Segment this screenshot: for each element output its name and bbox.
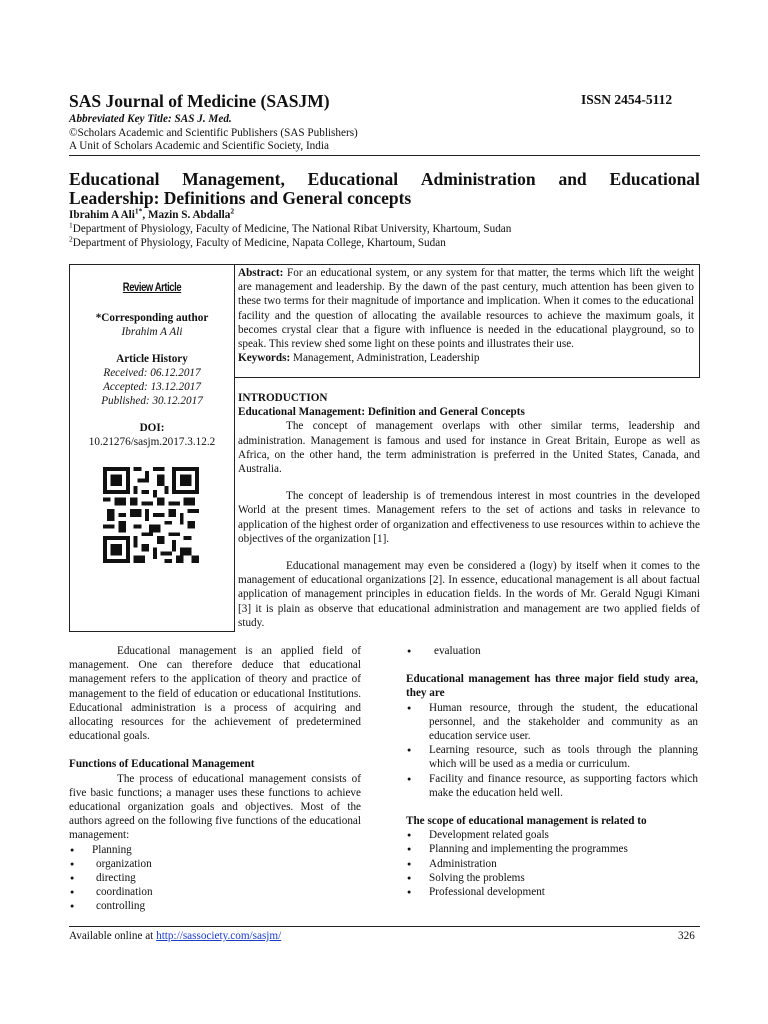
doi-label: DOI:	[139, 422, 165, 434]
qr-code-icon	[103, 467, 199, 563]
body-paragraph: Educational management is an applied field of management. One can therefore deduce that educational management refers to the application of theory and practice of management to the field of education or educational Institutions. Educational administration is a process of acquiring and allocating resources for the achievement of predetermined educational goals.	[69, 645, 361, 743]
list-item: ● organization	[69, 857, 361, 871]
title-word: Administration	[420, 169, 536, 189]
functions-heading: Functions of Educational Management	[69, 758, 255, 771]
aff-text: Department of Physiology, Faculty of Medicine, The National Ribat University, Khartoum, Sudan	[72, 223, 512, 235]
intro-paragraph: The concept of leadership is of tremendous interest in most countries in the developed World at the present times. Management refers to the set of actions and tasks in relevance to application of the highest order of organization and effectiveness to use resources within to achieve the objectives of the organization [1].	[238, 490, 700, 545]
list-item: ● Administration	[406, 857, 698, 871]
history-label: Article History	[116, 353, 188, 365]
list-item: ● Professional development	[406, 885, 698, 899]
aff-sup: 2	[69, 234, 73, 244]
footer	[69, 929, 281, 944]
list-item: ● Facility and finance resource, as supporting factors which make the education held well.	[406, 772, 698, 800]
list-item: ● Planning	[69, 843, 361, 857]
title-word: Educational	[609, 169, 700, 189]
corr-name: Ibrahim A Ali	[121, 326, 183, 338]
affiliation-1	[69, 222, 511, 237]
journal-abbrev: Abbreviated Key Title: SAS J. Med.	[69, 113, 232, 125]
list-item: ● coordination	[69, 885, 361, 899]
list-item: ● controlling	[69, 899, 361, 913]
list-item: ● Solving the problems	[406, 871, 698, 885]
left-column	[69, 644, 361, 914]
footer-prefix: Available online at	[69, 930, 157, 942]
doi-value: 10.21276/sasjm.2017.3.12.2	[88, 436, 216, 448]
abstract-box	[234, 264, 700, 378]
list-item: ● Development related goals	[406, 828, 698, 842]
areas-heading: Educational management has three major field study area, they are	[406, 673, 698, 700]
abstract-paragraph	[238, 266, 694, 351]
intro-section	[238, 391, 700, 630]
abstract-label: Abstract:	[238, 267, 284, 279]
functions-list	[69, 843, 361, 914]
journal-title: SAS Journal of Medicine (SASJM)	[69, 91, 330, 111]
author-sup: 1*	[134, 206, 143, 216]
title-word: and	[558, 169, 587, 189]
list-item: ● Human resource, through the student, the educational personnel, and the stakeholder and community as an education service user.	[406, 701, 698, 744]
journal-unit: A Unit of Scholars Academic and Scientific Society, India	[69, 140, 329, 152]
article-type-label: Review Article	[122, 282, 182, 294]
paper-title-line2: Leadership: Definitions and General concepts	[69, 188, 412, 208]
article-type	[69, 281, 235, 296]
list-item: ● Learning resource, such as tools through the planning which will be used as a media or curriculum.	[406, 743, 698, 771]
journal-link[interactable]: http://sassociety.com/sasjm/	[156, 930, 282, 942]
author-name: Ibrahim A Ali	[69, 209, 135, 221]
right-column	[406, 644, 698, 899]
accepted-date: Accepted: 13.12.2017	[103, 381, 201, 393]
scope-list	[406, 828, 698, 899]
title-word: Educational	[69, 169, 160, 189]
corresponding-author	[69, 311, 235, 339]
list-item: ● Planning and implementing the programmes	[406, 842, 698, 856]
received-date: Received: 06.12.2017	[103, 367, 201, 379]
header-rule	[69, 155, 700, 156]
title-word: Educational	[307, 169, 399, 189]
intro-paragraph: Educational management may even be considered a (logy) by itself when it comes to the management of educational organizations [2]. In essence, educational management is all about factual application of management principles in education fields. In the words of Mr. Gerald Ngugi Kimani [3] it is plain as observe that educational administration and management are two applied fields of study.	[238, 560, 700, 629]
affiliation-2	[69, 236, 446, 251]
authors	[69, 208, 234, 223]
corr-label: *Corresponding author	[95, 312, 209, 324]
scope-heading: The scope of educational management is related to	[406, 815, 647, 828]
list-item: ● directing	[69, 871, 361, 885]
published-date: Published: 30.12.2017	[101, 395, 203, 407]
aff-text: Department of Physiology, Faculty of Medicine, Napata College, Khartoum, Sudan	[72, 237, 446, 249]
footer-rule	[69, 926, 700, 927]
author-sup: 2	[230, 206, 235, 216]
author-name: Mazin S. Abdalla	[148, 209, 231, 221]
intro-paragraph: The concept of management overlaps with other similar terms, leadership and administration. Management is famous and used for instance in Great Britain, Europe as well as Africa, on the other hand, the term administration is preferred in the United States, Canada, and Australia.	[238, 420, 700, 476]
journal-publisher: ©Scholars Academic and Scientific Publishers (SAS Publishers)	[69, 127, 358, 139]
aff-sup: 1	[69, 220, 73, 230]
list-item: ● evaluation	[406, 644, 698, 658]
journal-issn: ISSN 2454-5112	[581, 92, 673, 107]
keywords-line	[238, 351, 694, 365]
keywords-text: Management, Administration, Leadership	[293, 352, 480, 365]
intro-subheading: Educational Management: Definition and General Concepts	[238, 406, 525, 419]
doi-block	[69, 421, 235, 449]
body-paragraph: The process of educational management consists of five basic functions; a manager uses these functions to achieve educational organization goals and objectives. Most of the authors agreed on the following five functions of the educational management:	[69, 772, 361, 842]
intro-heading: INTRODUCTION	[238, 392, 328, 404]
paper-title-line1	[69, 170, 700, 189]
areas-list	[406, 701, 698, 800]
keywords-label: Keywords:	[238, 352, 291, 365]
paper-title	[69, 170, 700, 208]
abstract-text: For an educational system, or any system for that matter, the terms which lift the weight are management and leadership. By the dawn of the past century, much attention has been given to these two terms for their magnitude of importance and implication. When it comes to the educational facility and the question of allocating the available resources to achieve the maximum goals, it becomes crystal clear that a figure with influence is needed in the educational playground, so to speak. This review shed some light on these points and illustrates their use.	[238, 267, 694, 351]
article-history	[69, 352, 235, 408]
page-number: 326	[678, 930, 695, 942]
top-bullet-list	[406, 644, 698, 658]
author-separator: ,	[142, 209, 148, 221]
title-word: Management,	[182, 169, 285, 189]
